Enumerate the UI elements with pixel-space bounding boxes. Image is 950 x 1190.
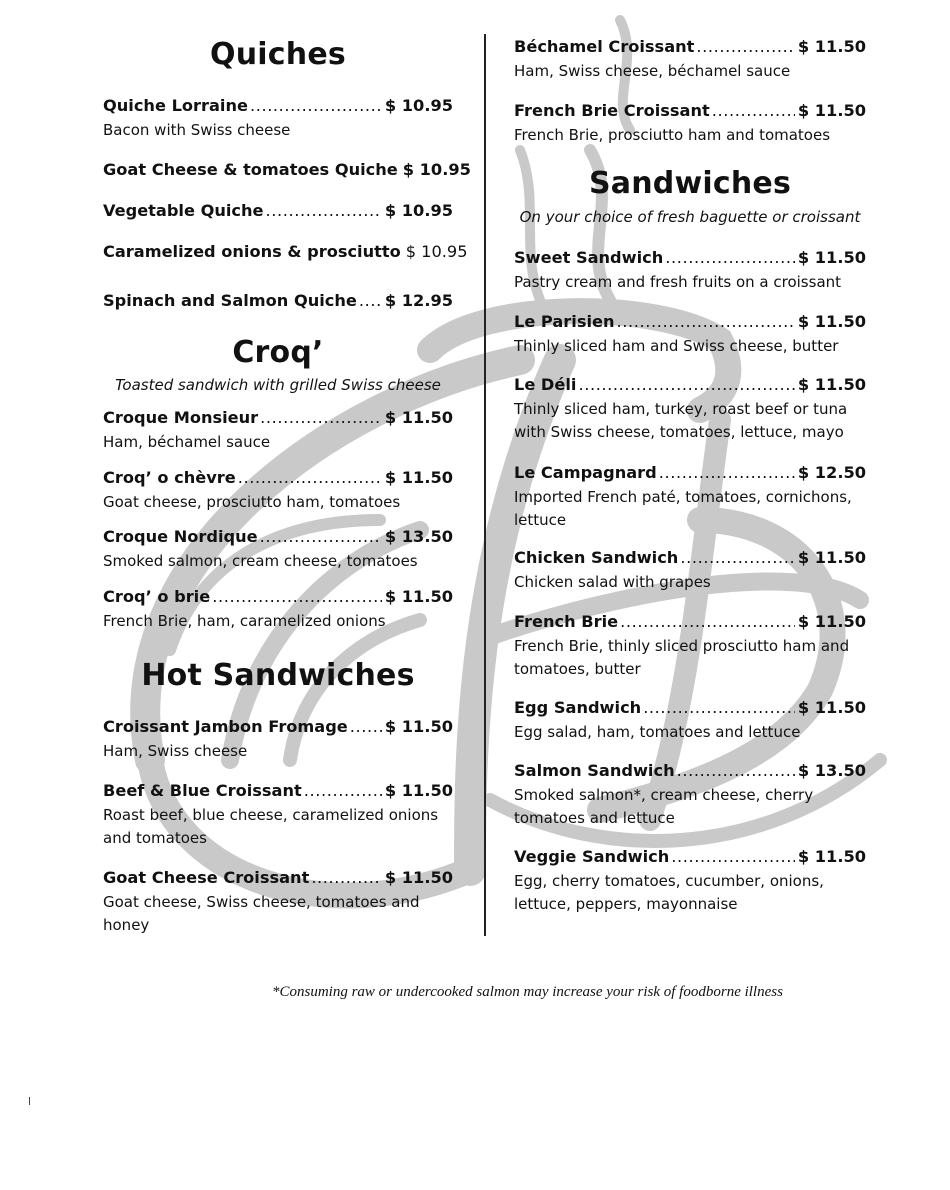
item-description: Goat cheese, Swiss cheese, tomatoes and honey (103, 893, 420, 934)
item-description: French Brie, ham, caramelized onions (103, 612, 386, 630)
leader-dots (266, 200, 382, 222)
section-heading-quiches: Quiches (210, 37, 346, 72)
item-price: $ 11.50 (384, 408, 453, 427)
item-price: $ 10.95 (402, 160, 471, 179)
leader-dots (677, 760, 795, 782)
leader-dots (620, 611, 795, 633)
item-description: Ham, Swiss cheese, béchamel sauce (514, 62, 791, 80)
menu-item-vegetable-quiche (103, 200, 453, 222)
menu-item-chicken-sandwich (514, 547, 866, 569)
item-price: $ 10.95 (384, 96, 453, 115)
item-description: Roast beef, blue cheese, caramelized onions and tomatoes (103, 806, 439, 847)
section-heading-hot-sandwiches: Hot Sandwiches (141, 658, 415, 693)
menu-item-le-campagnard (514, 462, 866, 484)
item-price: $ 11.50 (797, 698, 866, 717)
item-description: Thinly sliced ham and Swiss cheese, butter (514, 337, 839, 355)
item-price: $ 11.50 (797, 312, 866, 331)
item-price: $ 11.50 (797, 847, 866, 866)
item-price: $ 12.95 (384, 291, 453, 310)
item-description: Ham, béchamel sauce (103, 433, 271, 451)
leader-dots (311, 867, 382, 889)
item-price: $ 10.95 (384, 201, 453, 220)
item-description: Chicken salad with grapes (514, 573, 711, 591)
item-name: Sweet Sandwich (514, 248, 664, 267)
item-name: Goat Cheese & tomatoes Quiche (103, 160, 398, 179)
item-name: Le Parisien (514, 312, 615, 331)
leader-dots (643, 697, 795, 719)
leader-dots (250, 95, 382, 117)
section-note: Toasted sandwich with grilled Swiss cheese (115, 376, 441, 394)
leader-dots (680, 547, 795, 569)
item-name: Vegetable Quiche (103, 201, 264, 220)
leader-dots (260, 526, 382, 548)
item-name: Veggie Sandwich (514, 847, 670, 866)
menu-item-beef-blue-croissant (103, 780, 453, 802)
item-name: Quiche Lorraine (103, 96, 248, 115)
item-name: Beef & Blue Croissant (103, 781, 302, 800)
leader-dots (665, 247, 795, 269)
leader-dots (696, 36, 795, 58)
item-price: $ 11.50 (797, 248, 866, 267)
menu-item-le-parisien (514, 311, 866, 333)
item-name: Salmon Sandwich (514, 761, 675, 780)
item-description: Smoked salmon*, cream cheese, cherry tomatoes and lettuce (514, 786, 814, 827)
item-price: $ 11.50 (384, 468, 453, 487)
item-price: $ 11.50 (797, 548, 866, 567)
item-name: Béchamel Croissant (514, 37, 695, 56)
menu-item-egg-sandwich (514, 697, 866, 719)
item-name: Croque Nordique (103, 527, 258, 546)
item-price: $ 13.50 (384, 527, 453, 546)
item-description: French Brie, thinly sliced prosciutto ham and tomatoes, butter (514, 637, 850, 678)
item-description: Egg, cherry tomatoes, cucumber, onions, lettuce, peppers, mayonnaise (514, 872, 824, 913)
leader-dots (578, 374, 794, 396)
leader-dots (659, 462, 795, 484)
item-price: $ 12.50 (797, 463, 866, 482)
item-price: $ 11.50 (797, 101, 866, 120)
leader-dots (238, 467, 382, 489)
menu-item-goat-cheese-croissant (103, 867, 453, 889)
menu-item-le-deli (514, 374, 866, 396)
item-name: Goat Cheese Croissant (103, 868, 310, 887)
menu-item-sweet-sandwich (514, 247, 866, 269)
item-name: Spinach and Salmon Quiche (103, 291, 357, 310)
item-description: Thinly sliced ham, turkey, roast beef or tuna with Swiss cheese, tomatoes, lettuce, mayo (514, 400, 848, 441)
item-name: Croq’ o brie (103, 587, 211, 606)
item-name: Le Campagnard (514, 463, 657, 482)
menu-item-bechamel-croissant (514, 36, 866, 58)
menu-item-salmon-sandwich (514, 760, 866, 782)
item-price: $ 11.50 (384, 587, 453, 606)
column-divider (484, 34, 486, 936)
menu-item-caramelized-onions-quiche (103, 241, 468, 263)
item-description: Ham, Swiss cheese (103, 742, 248, 760)
item-description: Pastry cream and fresh fruits on a croissant (514, 273, 842, 291)
menu-item-french-brie-croissant (514, 100, 866, 122)
menu-item-goat-cheese-quiche (103, 159, 471, 181)
leader-dots (671, 846, 795, 868)
item-name: Le Déli (514, 375, 577, 394)
leader-dots (260, 407, 382, 429)
item-price: $ 13.50 (797, 761, 866, 780)
item-price: $ 11.50 (797, 612, 866, 631)
leader-dots (350, 716, 382, 738)
item-name: Caramelized onions & prosciutto (103, 242, 401, 261)
menu-item-croque-monsieur (103, 407, 453, 429)
item-name: Croque Monsieur (103, 408, 259, 427)
item-name: French Brie Croissant (514, 101, 710, 120)
leader-dots (212, 586, 382, 608)
item-name: Chicken Sandwich (514, 548, 679, 567)
item-description: Imported French paté, tomatoes, cornichons, lettuce (514, 488, 852, 529)
menu-item-spinach-salmon-quiche (103, 290, 453, 312)
item-price: $ 11.50 (384, 868, 453, 887)
allergen-footnote: *Consuming raw or undercooked salmon may increase your risk of foodborne illness (272, 984, 783, 1000)
item-price: $ 11.50 (384, 717, 453, 736)
menu-item-french-brie (514, 611, 866, 633)
menu-item-croque-nordique (103, 526, 453, 548)
menu-item-quiche-lorraine (103, 95, 453, 117)
section-note: On your choice of fresh baguette or croissant (519, 208, 861, 226)
item-description: Smoked salmon, cream cheese, tomatoes (103, 552, 418, 570)
leader-dots (712, 100, 795, 122)
item-price: $ 10.95 (405, 242, 468, 261)
section-heading-croq: Croq’ (232, 335, 324, 370)
item-description: French Brie, prosciutto ham and tomatoes (514, 126, 831, 144)
menu-item-croissant-jambon-fromage (103, 716, 453, 738)
item-price: $ 11.50 (384, 781, 453, 800)
menu-item-veggie-sandwich (514, 846, 866, 868)
scan-mark (29, 1097, 30, 1105)
menu-item-croq-o-chevre (103, 467, 453, 489)
item-price: $ 11.50 (797, 37, 866, 56)
item-description: Bacon with Swiss cheese (103, 121, 291, 139)
item-name: French Brie (514, 612, 619, 631)
section-heading-sandwiches: Sandwiches (588, 166, 792, 201)
item-name: Croissant Jambon Fromage (103, 717, 348, 736)
item-description: Goat cheese, prosciutto ham, tomatoes (103, 493, 401, 511)
item-price: $ 11.50 (797, 375, 866, 394)
leader-dots (359, 290, 382, 312)
item-name: Egg Sandwich (514, 698, 642, 717)
leader-dots (304, 780, 382, 802)
leader-dots (617, 311, 795, 333)
menu-item-croq-o-brie (103, 586, 453, 608)
item-description: Egg salad, ham, tomatoes and lettuce (514, 723, 801, 741)
item-name: Croq’ o chèvre (103, 468, 236, 487)
